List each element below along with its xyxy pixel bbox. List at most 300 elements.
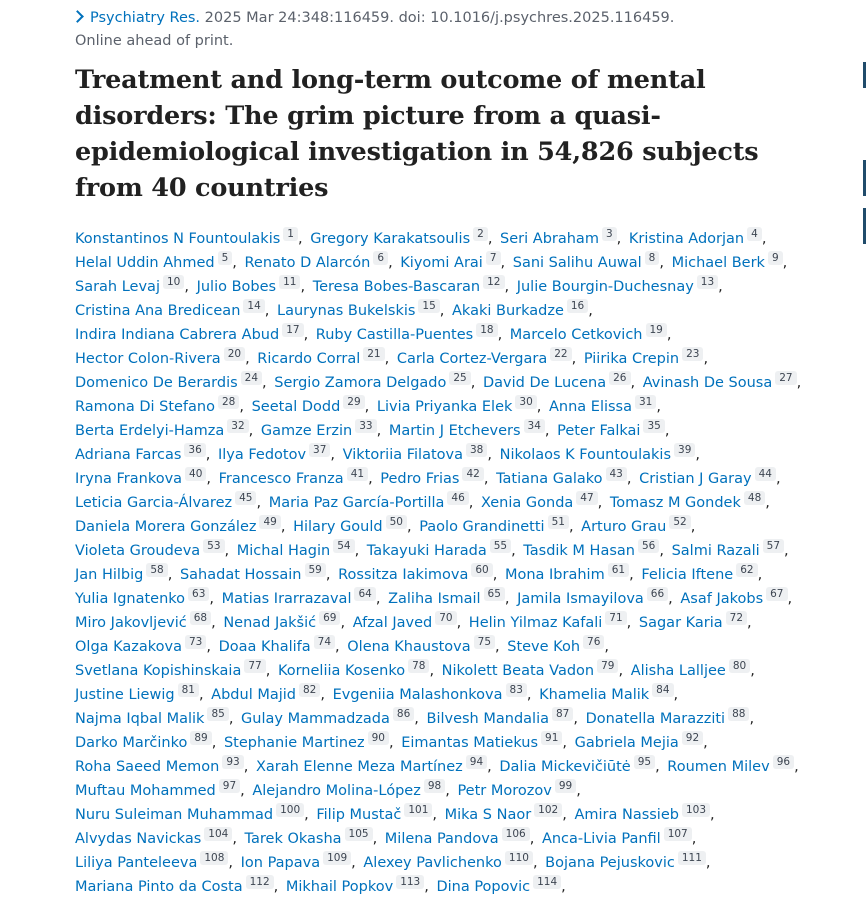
author-name-link[interactable]: Donatella Marazziti <box>585 711 726 727</box>
author-separator: , <box>561 879 566 895</box>
affiliation-number[interactable]: 15 <box>418 299 439 313</box>
affiliation-number[interactable]: 101 <box>404 803 432 817</box>
author-name-link[interactable]: Paolo Grandinetti <box>419 519 545 535</box>
author-separator: , <box>757 567 763 583</box>
affiliation-number[interactable]: 64 <box>354 587 375 601</box>
author-item <box>223 612 348 631</box>
author-item <box>638 612 755 631</box>
author-name-link[interactable]: Michal Hagin <box>236 543 331 559</box>
author-name-link[interactable]: Anca-Livia Panfil <box>541 831 661 847</box>
author-name-link[interactable]: Rossitza Iakimova <box>338 567 469 583</box>
affiliation-number[interactable]: 53 <box>203 539 224 553</box>
author-separator: , <box>705 855 711 871</box>
author-name-link[interactable]: Dalia Mickevičiūtė <box>499 759 631 775</box>
author-separator: , <box>439 303 445 319</box>
author-name-link[interactable]: Felicia Iftene <box>641 567 734 583</box>
author-name-link[interactable]: Evgeniia Malashonkova <box>332 687 503 703</box>
affiliation-number[interactable]: 33 <box>355 419 376 433</box>
affiliation-number[interactable]: 48 <box>744 491 765 505</box>
author-name-link[interactable]: Ion Papava <box>240 855 321 871</box>
affiliation-number[interactable]: 41 <box>347 467 368 481</box>
affiliation-number[interactable]: 3 <box>602 227 617 241</box>
author-name-link[interactable]: Leticia Garcia-Álvarez <box>75 495 233 511</box>
author-name-link[interactable]: Michael Berk <box>671 255 765 271</box>
author-name-link[interactable]: Afzal Javed <box>352 615 433 631</box>
author-separator: , <box>511 543 516 559</box>
affiliation-number[interactable]: 46 <box>447 491 468 505</box>
affiliation-number[interactable]: 4 <box>747 227 762 241</box>
affiliation-number[interactable]: 51 <box>548 515 569 529</box>
author-item <box>574 804 717 823</box>
author-separator: , <box>504 591 510 607</box>
author-name-link[interactable]: Gabriela Mejia <box>574 735 679 751</box>
author-name-link[interactable]: Indira Indiana Cabrera Abud <box>75 327 280 343</box>
affiliation-number[interactable]: 87 <box>552 707 573 721</box>
affiliation-number[interactable]: 103 <box>682 803 710 817</box>
author-item <box>482 372 638 391</box>
author-name-link[interactable]: David De Lucena <box>482 375 607 391</box>
affiliation-number[interactable]: 105 <box>345 827 373 841</box>
affiliation-number[interactable]: 6 <box>373 251 388 265</box>
affiliation-number[interactable]: 68 <box>190 611 211 625</box>
affiliation-number[interactable]: 99 <box>555 779 576 793</box>
author-name-link[interactable]: Roha Saeed Memon <box>75 759 220 775</box>
author-name-link[interactable]: Miro Jakovljević <box>75 615 187 631</box>
affiliation-number[interactable]: 58 <box>146 563 167 577</box>
author-name-link[interactable]: Alvydas Navickas <box>75 831 202 847</box>
author-name-link[interactable]: Alisha Lalljee <box>630 663 726 679</box>
affiliation-number[interactable]: 9 <box>768 251 783 265</box>
affiliation-number[interactable]: 110 <box>505 851 533 865</box>
affiliation-number[interactable]: 108 <box>200 851 228 865</box>
author-separator: , <box>264 303 270 319</box>
author-item <box>217 444 338 463</box>
author-name-link[interactable]: Salmi Razali <box>671 543 760 559</box>
author-separator: , <box>487 759 492 775</box>
author-name-link[interactable]: Bilvesh Mandalia <box>426 711 549 727</box>
author-name-link[interactable]: Sagar Karia <box>638 615 723 631</box>
author-name-link[interactable]: Gulay Mammadzada <box>241 711 390 727</box>
author-separator: , <box>630 375 636 391</box>
affiliation-number[interactable]: 44 <box>755 467 776 481</box>
author-separator: , <box>749 711 755 727</box>
affiliation-number[interactable]: 60 <box>471 563 492 577</box>
author-name-link[interactable]: Ilya Fedotov <box>217 447 307 463</box>
author-name-link[interactable]: Yulia Ignatenko <box>75 591 186 607</box>
author-name-link[interactable]: Iryna Frankova <box>75 471 183 487</box>
author-separator: , <box>297 231 303 247</box>
author-item <box>352 612 465 631</box>
author-name-link[interactable]: Kristina Adorjan <box>628 231 745 247</box>
author-item <box>221 588 384 607</box>
author-name-link[interactable]: Ricardo Corral <box>257 351 361 367</box>
affiliation-number[interactable]: 14 <box>243 299 264 313</box>
author-item <box>332 684 535 703</box>
author-name-link[interactable]: Eimantas Matiekus <box>401 735 539 751</box>
affiliation-number[interactable]: 38 <box>466 443 487 457</box>
author-item <box>277 660 437 679</box>
affiliation-number[interactable]: 97 <box>219 779 240 793</box>
author-item <box>276 300 447 319</box>
author-name-link[interactable]: Arturo Grau <box>581 519 667 535</box>
author-item <box>285 876 432 895</box>
affiliation-number[interactable]: 56 <box>638 539 659 553</box>
author-item <box>642 372 805 391</box>
affiliation-number[interactable]: 2 <box>473 227 488 241</box>
affiliation-number[interactable]: 74 <box>314 635 335 649</box>
author-name-link[interactable]: Akaki Burkadze <box>452 303 564 319</box>
author-name-link[interactable]: Nenad Jakšić <box>223 615 317 631</box>
affiliation-number[interactable]: 49 <box>259 515 280 529</box>
affiliation-number[interactable]: 11 <box>279 275 300 289</box>
affiliation-number[interactable]: 16 <box>567 299 588 313</box>
author-name-link[interactable]: Pedro Frias <box>380 471 460 487</box>
author-name-link[interactable]: Alexey Pavlichenko <box>363 855 502 871</box>
affiliation-number[interactable]: 71 <box>605 611 626 625</box>
author-name-link[interactable]: Adriana Farcas <box>75 447 182 463</box>
affiliation-number[interactable]: 21 <box>363 347 384 361</box>
affiliation-number[interactable]: 54 <box>333 539 354 553</box>
affiliation-number[interactable]: 78 <box>408 659 429 673</box>
affiliation-number[interactable]: 27 <box>775 371 796 385</box>
author-separator: , <box>775 471 781 487</box>
author-name-link[interactable]: Daniela Morera González <box>75 519 257 535</box>
author-item <box>75 516 288 535</box>
affiliation-number[interactable]: 95 <box>634 755 655 769</box>
affiliation-number[interactable]: 32 <box>227 419 248 433</box>
author-name-link[interactable]: Jan Hilbig <box>75 567 144 583</box>
author-name-link[interactable]: Sani Salihu Auwal <box>512 255 642 271</box>
affiliation-number[interactable]: 91 <box>541 731 562 745</box>
author-name-link[interactable]: Martin J Etchevers <box>388 423 521 439</box>
affiliation-number[interactable]: 42 <box>462 467 483 481</box>
author-item <box>75 324 311 343</box>
author-name-link[interactable]: Piirika Crepin <box>583 351 680 367</box>
affiliation-number[interactable]: 104 <box>204 827 232 841</box>
affiliation-number[interactable]: 59 <box>305 563 326 577</box>
affiliation-number[interactable]: 1 <box>283 227 298 241</box>
author-name-link[interactable]: Julie Bourgin-Duchesnay <box>516 279 694 295</box>
affiliation-number[interactable]: 35 <box>643 419 664 433</box>
author-item <box>293 516 415 535</box>
author-item <box>75 588 217 607</box>
affiliation-number[interactable]: 82 <box>299 683 320 697</box>
author-item <box>75 876 281 895</box>
author-name-link[interactable]: Konstantinos N Fountoulakis <box>75 231 281 247</box>
author-item <box>539 684 681 703</box>
author-name-link[interactable]: Svetlana Kopishinskaia <box>75 663 242 679</box>
affiliation-number[interactable]: 20 <box>224 347 245 361</box>
author-name-link[interactable]: Mona Ibrahim <box>504 567 605 583</box>
author-name-link[interactable]: Korneliia Kosenko <box>277 663 406 679</box>
author-name-link[interactable]: Peter Falkai <box>557 423 641 439</box>
affiliation-number[interactable]: 19 <box>646 323 667 337</box>
author-name-link[interactable]: Olga Kazakova <box>75 639 182 655</box>
author-item <box>388 588 512 607</box>
author-name-link[interactable]: Justine Liewig <box>75 687 175 703</box>
author-separator: , <box>432 807 437 823</box>
author-name-link[interactable]: Renato D Alarcón <box>244 255 371 271</box>
author-item <box>342 444 495 463</box>
affiliation-number[interactable]: 112 <box>246 875 274 889</box>
affiliation-number[interactable]: 98 <box>424 779 445 793</box>
author-item <box>75 444 213 463</box>
author-item <box>581 516 698 535</box>
affiliation-number[interactable]: 36 <box>184 443 205 457</box>
author-item <box>252 780 452 799</box>
author-item <box>196 276 309 295</box>
author-name-link[interactable]: Livia Priyanka Elek <box>376 399 513 415</box>
author-name-link[interactable]: Jamila Ismayilova <box>517 591 644 607</box>
author-item <box>75 396 247 415</box>
author-name-link[interactable]: Milena Pandova <box>384 831 499 847</box>
author-name-link[interactable]: Ruby Castilla-Puentes <box>315 327 474 343</box>
author-name-link[interactable]: Teresa Bobes-Bascaran <box>312 279 481 295</box>
author-name-link[interactable]: Sergio Zamora Delgado <box>274 375 447 391</box>
author-name-link[interactable]: Berta Erdelyi-Hamza <box>75 423 225 439</box>
author-separator: , <box>245 351 250 367</box>
author-separator: , <box>376 423 382 439</box>
affiliation-number[interactable]: 76 <box>583 635 604 649</box>
author-item <box>548 396 664 415</box>
author-item <box>218 468 376 487</box>
author-name-link[interactable]: Avinash De Sousa <box>642 375 773 391</box>
author-item <box>240 852 359 871</box>
author-separator: , <box>655 759 660 775</box>
affiliation-number[interactable]: 37 <box>309 443 330 457</box>
author-name-link[interactable]: Tatiana Galako <box>496 471 603 487</box>
author-name-link[interactable]: Tasdik M Hasan <box>523 543 635 559</box>
author-name-link[interactable]: Laurynas Bukelskis <box>276 303 416 319</box>
affiliation-number[interactable]: 77 <box>244 659 265 673</box>
affiliation-number[interactable]: 12 <box>483 275 504 289</box>
author-item <box>671 252 791 271</box>
author-name-link[interactable]: Darko Marčinko <box>75 735 188 751</box>
author-name-link[interactable]: Najma Iqbal Malik <box>75 711 205 727</box>
authors-list <box>75 227 810 899</box>
affiliation-number[interactable]: 26 <box>609 371 630 385</box>
author-name-link[interactable]: Helin Yilmaz Kafali <box>468 615 603 631</box>
affiliation-number[interactable]: 50 <box>386 515 407 529</box>
author-name-link[interactable]: Tomasz M Gondek <box>609 495 741 511</box>
author-name-link[interactable]: Helal Uddin Ahmed <box>75 255 215 271</box>
author-name-link[interactable]: Gamze Erzin <box>260 423 353 439</box>
affiliation-number[interactable]: 7 <box>486 251 501 265</box>
affiliation-number[interactable]: 80 <box>729 659 750 673</box>
affiliation-number[interactable]: 88 <box>728 707 749 721</box>
affiliation-number[interactable]: 79 <box>597 659 618 673</box>
affiliation-number[interactable]: 81 <box>178 683 199 697</box>
author-name-link[interactable]: Amira Nassieb <box>574 807 679 823</box>
affiliation-number[interactable]: 29 <box>343 395 364 409</box>
affiliation-number[interactable]: 84 <box>652 683 673 697</box>
affiliation-number[interactable]: 106 <box>502 827 530 841</box>
affiliation-number[interactable]: 61 <box>608 563 629 577</box>
author-item <box>75 804 312 823</box>
author-separator: , <box>487 447 492 463</box>
author-separator: , <box>573 711 578 727</box>
author-name-link[interactable]: Asaf Jakobs <box>680 591 764 607</box>
author-name-link[interactable]: Hector Colon-Rivera <box>75 351 221 367</box>
affiliation-number[interactable]: 67 <box>766 587 787 601</box>
affiliation-number[interactable]: 94 <box>466 755 487 769</box>
affiliation-number[interactable]: 62 <box>736 563 757 577</box>
affiliation-number[interactable]: 86 <box>393 707 414 721</box>
affiliation-number[interactable]: 52 <box>669 515 690 529</box>
author-name-link[interactable]: Xarah Elenne Meza Martínez <box>255 759 463 775</box>
author-name-link[interactable]: Julio Bobes <box>196 279 277 295</box>
affiliation-number[interactable]: 69 <box>319 611 340 625</box>
author-name-link[interactable]: Stephanie Martinez <box>223 735 365 751</box>
affiliation-number[interactable]: 113 <box>396 875 424 889</box>
author-name-link[interactable]: Viktoriia Filatova <box>342 447 463 463</box>
author-item <box>496 468 634 487</box>
affiliation-number[interactable]: 73 <box>185 635 206 649</box>
author-name-link[interactable]: Petr Morozov <box>457 783 552 799</box>
affiliation-number[interactable]: 111 <box>678 851 706 865</box>
affiliation-number[interactable]: 89 <box>190 731 211 745</box>
author-name-link[interactable]: Mikhail Popkov <box>285 879 394 895</box>
affiliation-number[interactable]: 34 <box>524 419 545 433</box>
author-name-link[interactable]: Francesco Franza <box>218 471 344 487</box>
affiliation-number[interactable]: 70 <box>435 611 456 625</box>
affiliation-number[interactable]: 57 <box>763 539 784 553</box>
author-item <box>211 684 328 703</box>
author-name-link[interactable]: Carla Cortez-Vergara <box>396 351 548 367</box>
affiliation-number[interactable]: 65 <box>484 587 505 601</box>
affiliation-number[interactable]: 5 <box>218 251 233 265</box>
author-separator: , <box>303 327 309 343</box>
affiliation-number[interactable]: 39 <box>674 443 695 457</box>
affiliation-number[interactable]: 23 <box>682 347 703 361</box>
affiliation-number[interactable]: 85 <box>207 707 228 721</box>
affiliation-number[interactable]: 102 <box>534 803 562 817</box>
affiliation-number[interactable]: 30 <box>515 395 536 409</box>
affiliation-number[interactable]: 83 <box>506 683 527 697</box>
author-name-link[interactable]: Xenia Gonda <box>480 495 574 511</box>
affiliation-number[interactable]: 96 <box>773 755 794 769</box>
author-item <box>512 252 667 271</box>
author-name-link[interactable]: Nikolaos K Fountoulakis <box>499 447 672 463</box>
sidebar-edge <box>860 0 866 854</box>
affiliation-number[interactable]: 22 <box>550 347 571 361</box>
author-name-link[interactable]: Zaliha Ismail <box>388 591 481 607</box>
affiliation-number[interactable]: 18 <box>476 323 497 337</box>
affiliation-number[interactable]: 24 <box>241 371 262 385</box>
affiliation-number[interactable]: 63 <box>188 587 209 601</box>
author-name-link[interactable]: Muftau Mohammed <box>75 783 216 799</box>
author-name-link[interactable]: Domenico De Berardis <box>75 375 238 391</box>
author-separator: , <box>470 375 476 391</box>
author-name-link[interactable]: Khamelia Malik <box>539 687 650 703</box>
author-name-link[interactable]: Liliya Panteleeva <box>75 855 198 871</box>
author-name-link[interactable]: Gregory Karakatsoulis <box>310 231 471 247</box>
author-name-link[interactable]: Dina Popovic <box>436 879 531 895</box>
affiliation-number[interactable]: 90 <box>368 731 389 745</box>
author-item <box>419 516 576 535</box>
author-name-link[interactable]: Matias Irarrazaval <box>221 591 352 607</box>
author-name-link[interactable]: Seetal Dodd <box>251 399 341 415</box>
affiliation-number[interactable]: 45 <box>235 491 256 505</box>
author-name-link[interactable]: Filip Mustač <box>316 807 402 823</box>
author-name-link[interactable]: Anna Elissa <box>548 399 632 415</box>
author-item <box>75 540 232 559</box>
author-name-link[interactable]: Doaa Khalifa <box>218 639 311 655</box>
affiliation-number[interactable]: 100 <box>276 803 304 817</box>
author-item <box>75 660 273 679</box>
affiliation-number[interactable]: 107 <box>664 827 692 841</box>
affiliation-number[interactable]: 114 <box>533 875 561 889</box>
author-item <box>441 660 626 679</box>
author-name-link[interactable]: Marcelo Cetkovich <box>509 327 643 343</box>
author-name-link[interactable]: Olena Khaustova <box>347 639 471 655</box>
author-name-link[interactable]: Tarek Okasha <box>244 831 342 847</box>
affiliation-number[interactable]: 13 <box>697 275 718 289</box>
affiliation-number[interactable]: 75 <box>474 635 495 649</box>
author-name-link[interactable]: Cristian J Garay <box>639 471 752 487</box>
author-name-link[interactable]: Mariana Pinto da Costa <box>75 879 243 895</box>
author-separator: , <box>656 399 661 415</box>
author-separator: , <box>597 495 603 511</box>
affiliation-number[interactable]: 8 <box>645 251 660 265</box>
affiliation-number[interactable]: 66 <box>647 587 668 601</box>
affiliation-number[interactable]: 28 <box>218 395 239 409</box>
author-separator: , <box>750 663 755 679</box>
author-name-link[interactable]: Abdul Majid <box>211 687 296 703</box>
affiliation-number[interactable]: 25 <box>449 371 470 385</box>
author-item <box>75 564 175 583</box>
author-name-link[interactable]: Nikolett Beata Vadon <box>441 663 595 679</box>
author-name-link[interactable]: Alejandro Molina-López <box>252 783 421 799</box>
author-name-link[interactable]: Sahadat Hossain <box>179 567 302 583</box>
author-name-link[interactable]: Mika S Naor <box>444 807 532 823</box>
author-item <box>347 636 502 655</box>
affiliation-number[interactable]: 43 <box>606 467 627 481</box>
affiliation-number[interactable]: 92 <box>682 731 703 745</box>
author-separator: , <box>211 735 217 751</box>
affiliation-number[interactable]: 10 <box>163 275 184 289</box>
author-item <box>75 780 248 799</box>
affiliation-number[interactable]: 47 <box>576 491 597 505</box>
author-name-link[interactable]: Maria Paz García-Portilla <box>268 495 445 511</box>
author-name-link[interactable]: Seri Abraham <box>500 231 599 247</box>
affiliation-number[interactable]: 55 <box>490 539 511 553</box>
author-name-link[interactable]: Cristina Ana Bredicean <box>75 303 241 319</box>
affiliation-number[interactable]: 93 <box>222 755 243 769</box>
author-name-link[interactable]: Takayuki Harada <box>366 543 487 559</box>
affiliation-number[interactable]: 17 <box>282 323 303 337</box>
author-name-link[interactable]: Nuru Suleiman Muhammad <box>75 807 274 823</box>
author-name-link[interactable]: Bojana Pejuskovic <box>545 855 675 871</box>
author-name-link[interactable]: Kiyomi Arai <box>400 255 483 271</box>
author-name-link[interactable]: Hilary Gould <box>293 519 383 535</box>
author-name-link[interactable]: Ramona Di Stefano <box>75 399 215 415</box>
affiliation-number[interactable]: 109 <box>323 851 351 865</box>
author-name-link[interactable]: Violeta Groudeva <box>75 543 201 559</box>
author-name-link[interactable]: Steve Koh <box>507 639 581 655</box>
article-header <box>75 6 815 899</box>
author-separator: , <box>209 591 215 607</box>
author-separator: , <box>487 231 493 247</box>
author-item <box>315 324 505 343</box>
author-name-link[interactable]: Sarah Levaj <box>75 279 160 295</box>
affiliation-number[interactable]: 31 <box>635 395 656 409</box>
affiliation-number[interactable]: 72 <box>726 611 747 625</box>
affiliation-number[interactable]: 40 <box>185 467 206 481</box>
author-separator: , <box>372 831 378 847</box>
journal-link[interactable]: Psychiatry Res. <box>90 10 201 26</box>
author-name-link[interactable]: Roumen Milev <box>667 759 770 775</box>
